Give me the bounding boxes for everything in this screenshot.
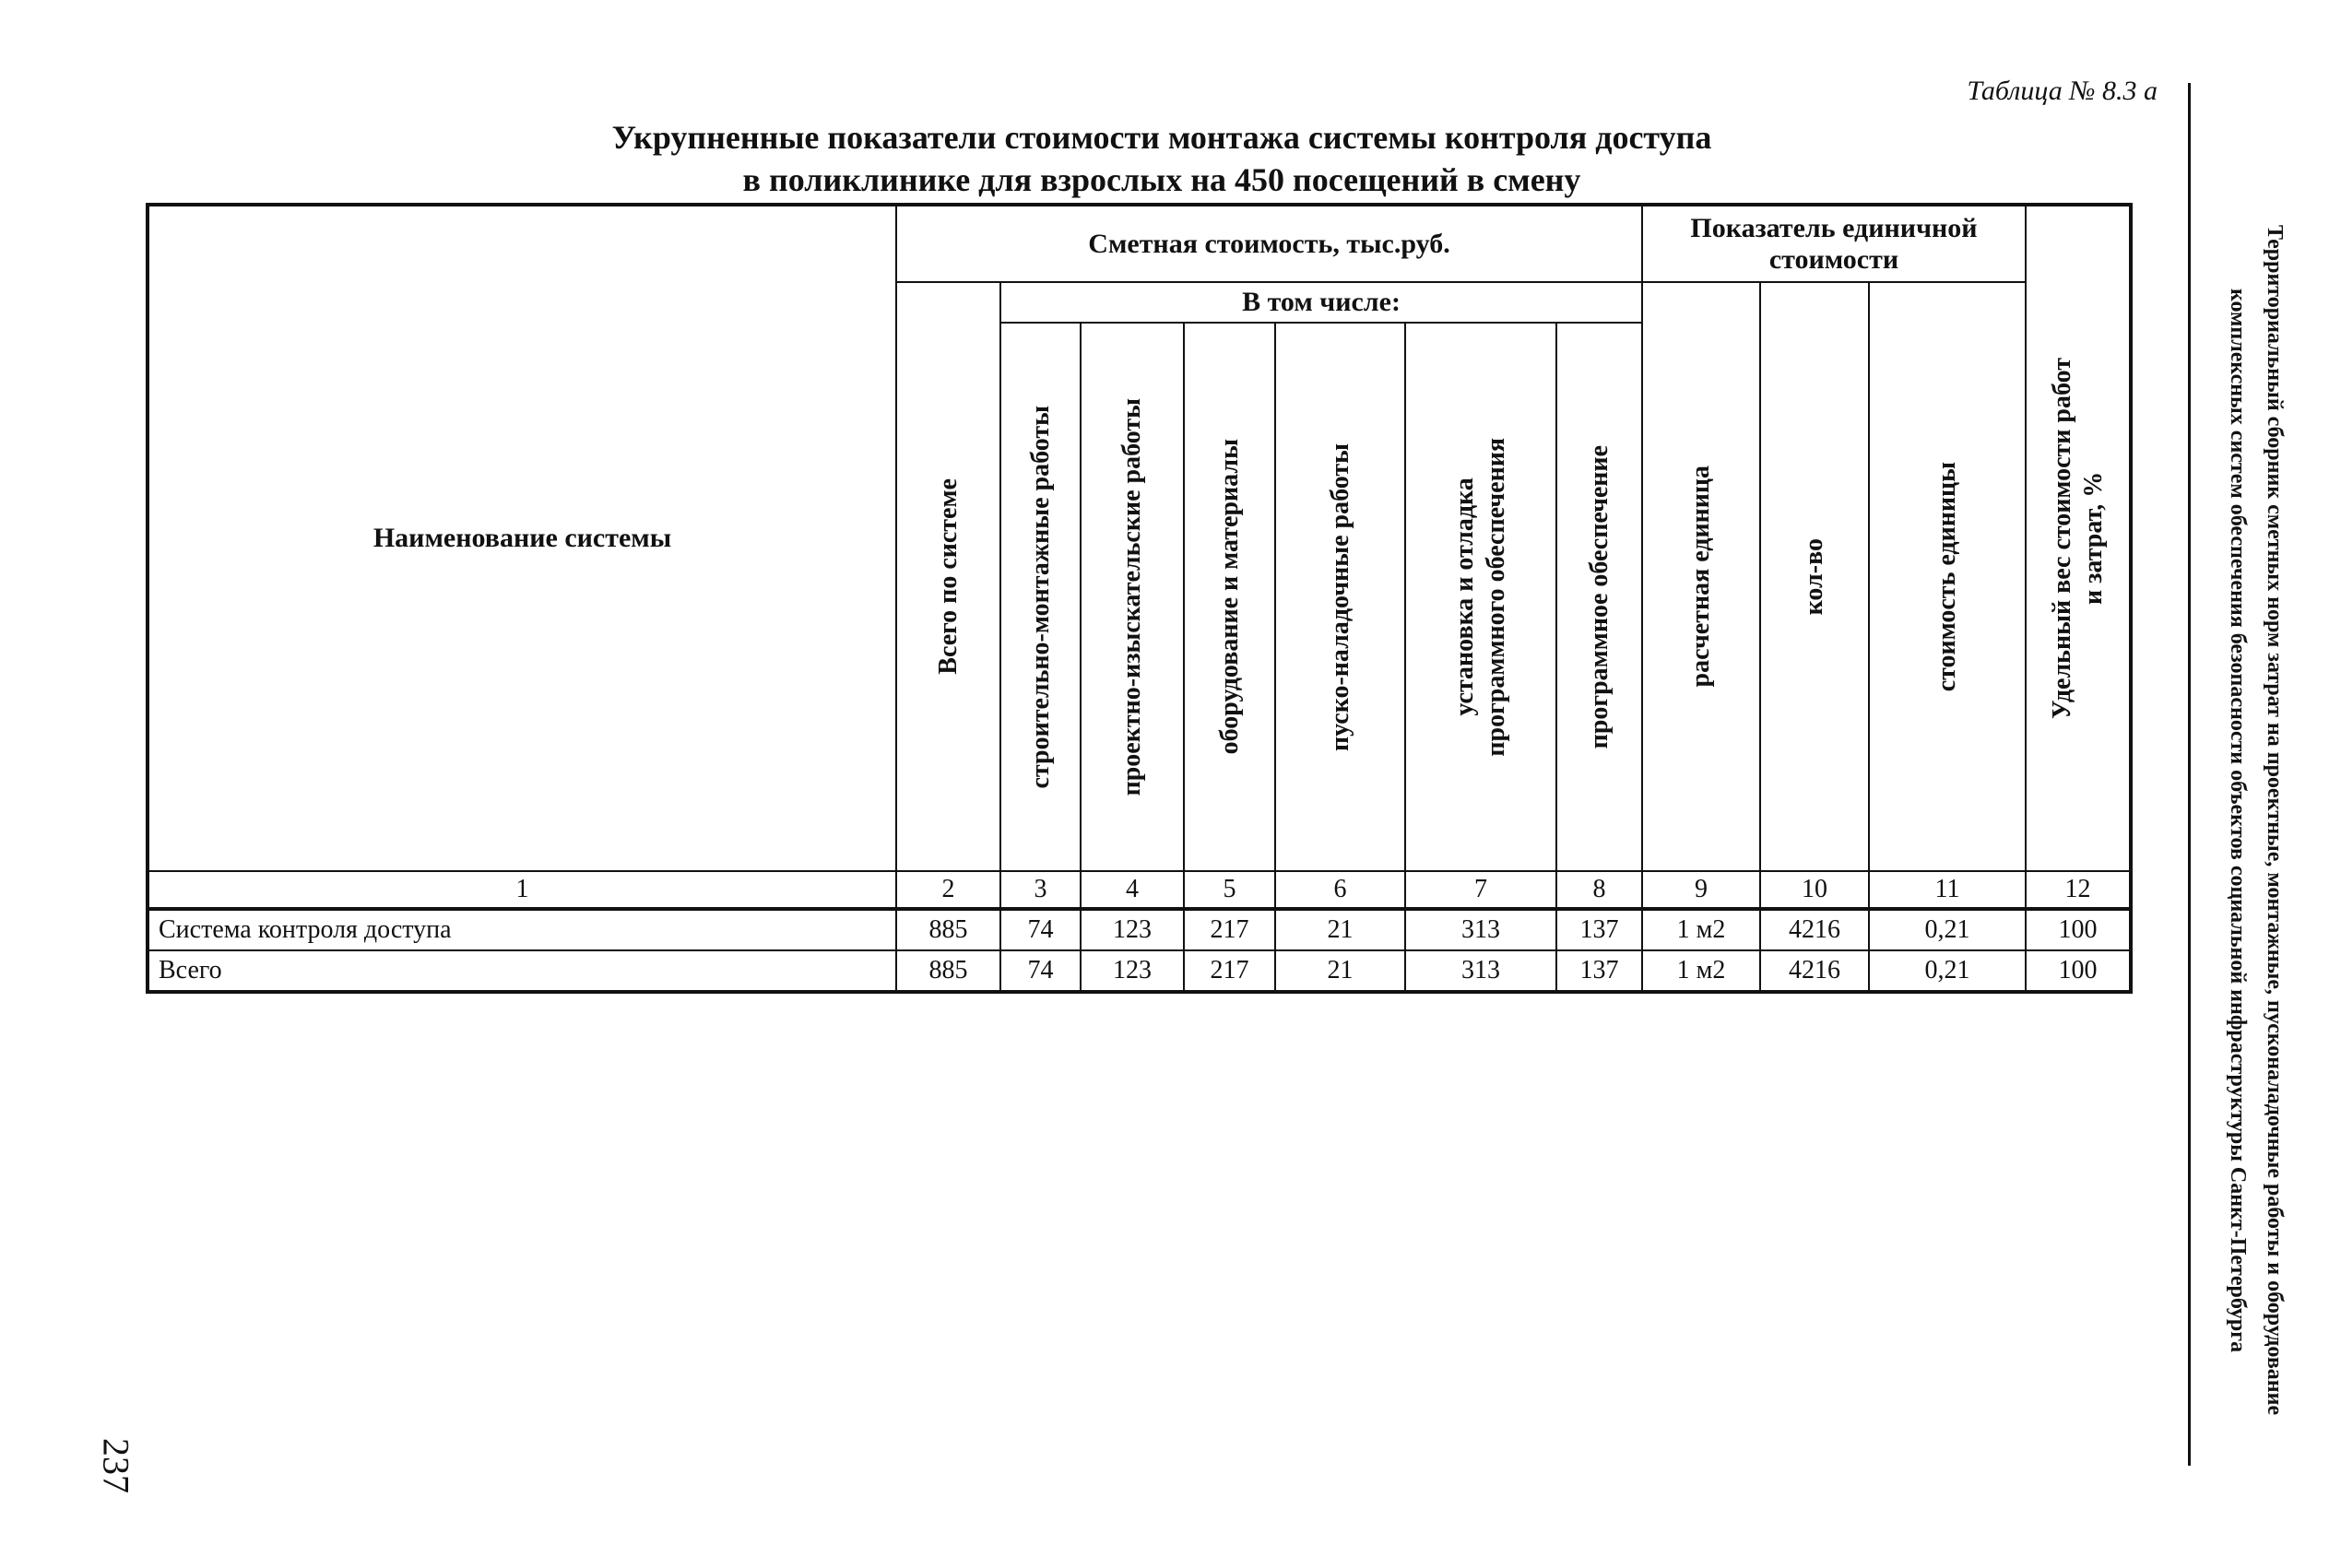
margin-rule [2188,83,2191,1466]
col-number: 8 [1556,871,1642,909]
cost-table [146,203,2133,994]
column-number-row [148,871,2131,909]
header-including: В том числе: [1000,282,1642,323]
cell-software: 137 [1556,909,1642,950]
cell-unit: 1 м2 [1642,909,1760,950]
col-number: 10 [1760,871,1869,909]
header-share [2026,205,2131,871]
cell-qty: 4216 [1760,909,1869,950]
col-number: 12 [2026,871,2131,909]
col-number: 1 [148,871,896,909]
header-share-line-2: и затрат, % [2078,471,2108,606]
cell-sw-install: 313 [1405,909,1556,950]
cell-software: 137 [1556,950,1642,992]
cell-share: 100 [2026,909,2131,950]
col-number: 6 [1275,871,1405,909]
cell-total: 885 [896,909,1000,950]
col-number: 9 [1642,871,1760,909]
cell-equipment: 217 [1184,950,1275,992]
title-line-1: Укрупненные показатели стоимости монтажа системы контроля доступа [611,119,1712,156]
header-share-line-1: Удельный вес стоимости работ [2047,358,2076,719]
header-unit-cost: стоимость единицы [1869,282,2026,871]
cell-unit-cost: 0,21 [1869,909,2026,950]
cell-commissioning: 21 [1275,909,1405,950]
col-number: 5 [1184,871,1275,909]
header-sw-install [1405,323,1556,871]
side-caption-line-1: Территориальный сборник сметных норм затрат на проектные, монтажные, пусконаладочные работы и оборудование [2263,225,2287,1416]
side-caption-line-2: комплексных систем обеспечения безопасности объектов социальной инфраструктуры Санкт-Петербурга [2226,288,2250,1353]
cell-commissioning: 21 [1275,950,1405,992]
header-software: программное обеспечение [1556,323,1642,871]
col-number: 4 [1081,871,1184,909]
col-number: 7 [1405,871,1556,909]
cell-unit: 1 м2 [1642,950,1760,992]
cell-design: 123 [1081,909,1184,950]
header-unit: расчетная единица [1642,282,1760,871]
header-design: проектно-изыскательские работы [1081,323,1184,871]
header-unit-group: Показатель единичной стоимости [1642,205,2026,282]
header-construction: строительно-монтажные работы [1000,323,1081,871]
header-qty: кол-во [1760,282,1869,871]
cell-construction: 74 [1000,950,1081,992]
table-row [148,909,2131,950]
cell-equipment: 217 [1184,909,1275,950]
cell-unit-cost: 0,21 [1869,950,2026,992]
col-number: 11 [1869,871,2026,909]
cell-design: 123 [1081,950,1184,992]
total-row [148,950,2131,992]
side-caption [2210,175,2293,1466]
cell-qty: 4216 [1760,950,1869,992]
cell-total: 885 [896,950,1000,992]
title-line-2: в поликлинике для взрослых на 450 посещений в смену [742,161,1581,198]
header-total: Всего по системе [896,282,1000,871]
header-name: Наименование системы [148,205,896,871]
table-number: Таблица № 8.3 а [1967,76,2158,106]
header-equipment: оборудование и материалы [1184,323,1275,871]
header-commissioning: пуско-наладочные работы [1275,323,1405,871]
document-title [148,116,2176,201]
page-number: 237 [95,1438,137,1493]
cell-construction: 74 [1000,909,1081,950]
cell-share: 100 [2026,950,2131,992]
row-name: Всего [148,950,896,992]
row-name: Система контроля доступа [148,909,896,950]
header-sw-install-line-2: программного обеспечения [1482,437,1510,757]
header-sw-install-line-1: установка и отладка [1450,477,1479,716]
cell-sw-install: 313 [1405,950,1556,992]
header-cost-group: Сметная стоимость, тыс.руб. [896,205,1642,282]
col-number: 2 [896,871,1000,909]
col-number: 3 [1000,871,1081,909]
